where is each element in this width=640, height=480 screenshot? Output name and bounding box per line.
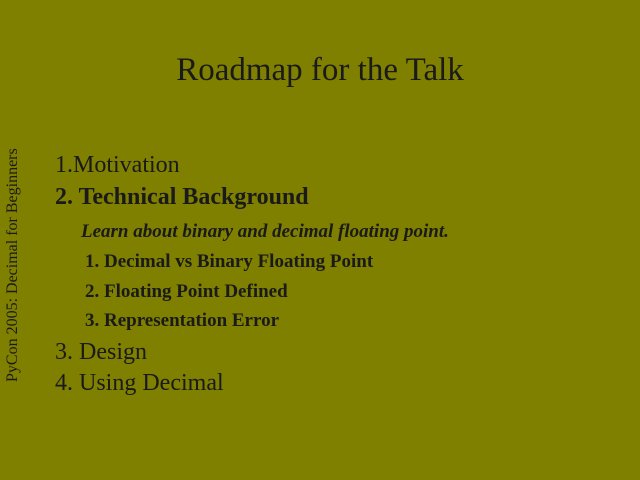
- section-note: Learn about binary and decimal floating point.: [81, 221, 449, 242]
- roadmap-item-technical-background: 2. Technical Background: [55, 184, 309, 210]
- subitem-representation-error: 3. Representation Error: [85, 310, 280, 331]
- slide-title: Roadmap for the Talk: [176, 52, 464, 88]
- subitem-floating-point-defined: 2. Floating Point Defined: [85, 281, 288, 302]
- roadmap-item-motivation: 1.Motivation: [55, 152, 180, 178]
- side-label: PyCon 2005: Decimal for Beginners: [4, 148, 21, 382]
- subitem-decimal-vs-binary: 1. Decimal vs Binary Floating Point: [85, 251, 374, 272]
- roadmap-item-design: 3. Design: [55, 339, 147, 365]
- roadmap-item-using-decimal: 4. Using Decimal: [55, 370, 224, 396]
